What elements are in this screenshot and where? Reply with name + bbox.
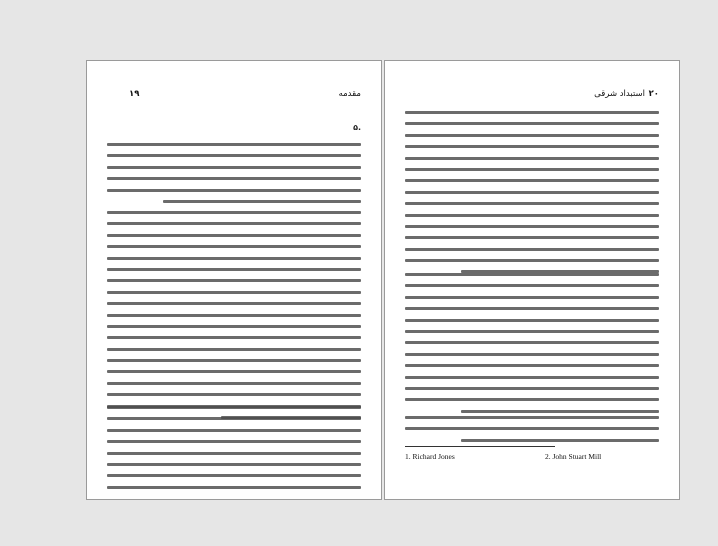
section-mark: ۵. [353, 123, 361, 132]
left-paragraph-1 [107, 143, 361, 211]
left-running-title: مقدمه [338, 89, 361, 99]
right-running-title: استبداد شرقی [594, 89, 645, 99]
right-page [384, 60, 680, 500]
left-paragraph-2 [107, 211, 361, 427]
left-paragraph-3 [107, 406, 361, 497]
right-paragraph-1 [405, 111, 659, 282]
right-page-header [405, 89, 659, 101]
right-paragraph-2 [405, 273, 659, 421]
footnote-rule [405, 446, 555, 447]
left-page [86, 60, 382, 500]
left-page-number: ۱۹ [129, 89, 140, 99]
footnote-2: 2. John Stuart Mill [545, 452, 602, 461]
left-page-header [107, 89, 361, 101]
footnote-1: 1. Richard Jones [405, 452, 455, 461]
right-page-number: ۲۰ [648, 89, 659, 99]
